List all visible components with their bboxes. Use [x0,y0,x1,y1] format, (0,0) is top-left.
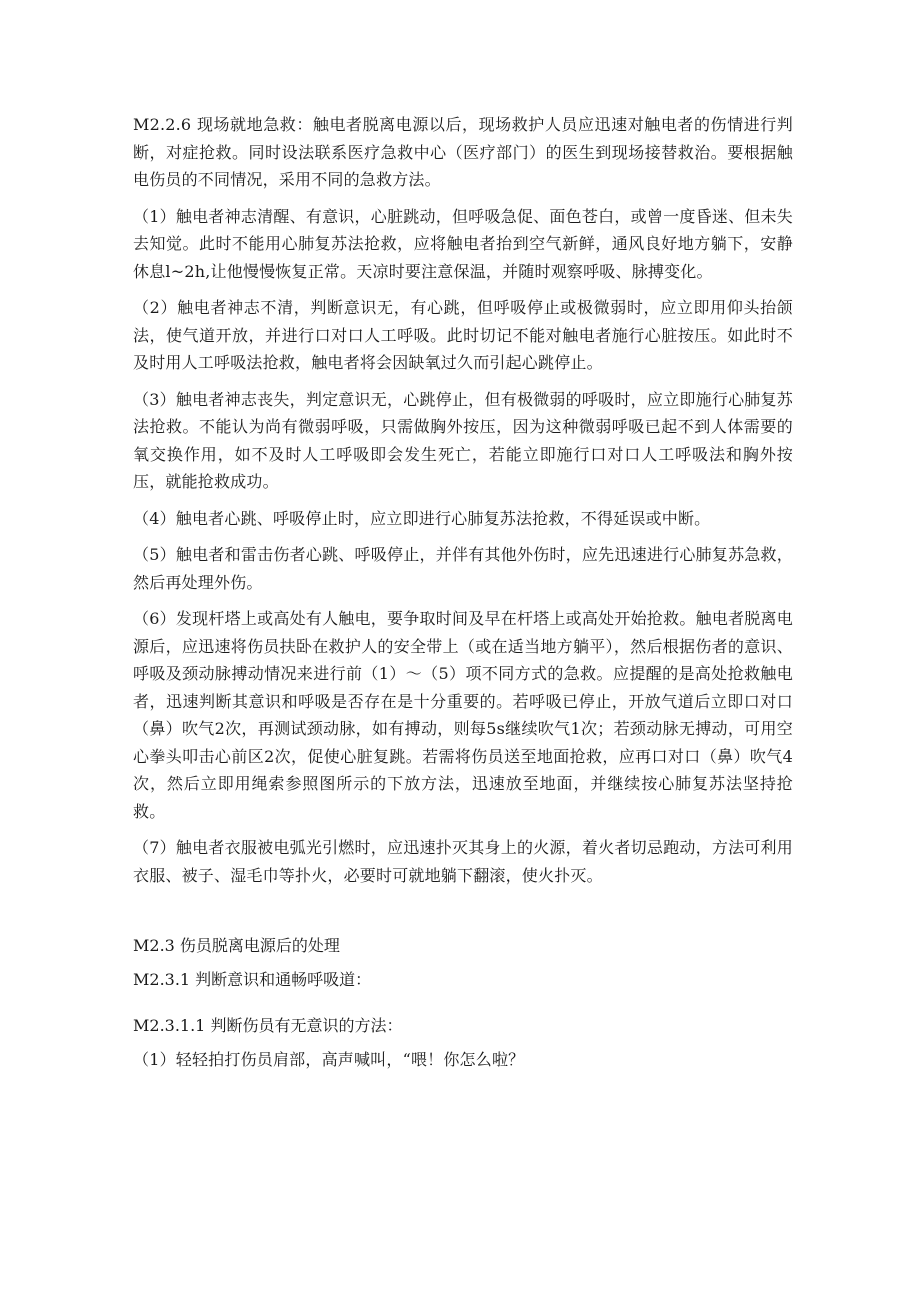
document-page [133,111,793,1082]
list-item-5: （5）触电者和雷击伤者心跳、呼吸停止，并伴有其他外伤时，应先迅速进行心肺复苏急救，然后再处理外伤。 [133,545,793,592]
section-m231-heading: M2.3.1 判断意识和通畅呼吸道： [133,969,372,989]
section-m23-heading: M2.3 伤员脱离电源后的处理 [133,936,340,955]
section-m2311-heading: M2.3.1.1 判断伤员有无意识的方法： [133,1016,403,1035]
list-item-6: （6）发现杆塔上或高处有人触电，要争取时间及早在杆塔上或高处开始抢救。触电者脱离电源后，应迅速将伤员扶卧在救护人的安全带上（或在适当地方躺平），然后根据伤者的意识、呼吸及颈动脉搏动情况来进行前（1）～（5）项不同方式的急救。应提醒的是高处抢救触电者，迅速判断其意识和呼吸是否存在是十分重要的。若呼吸已停止，开放气道后立即口对口（鼻）吹气2次，再测试颈动脉，如有搏动，则每5s继续吹气1次；若颈动脉无搏动，可用空心拳头叩击心前区2次，促使心脏复跳。若需将伤员送至地面抢救，应再口对口（鼻）吹气4次，然后立即用绳索参照图所示的下放方法，迅速放至地面，并继续按心肺复苏法坚持抢救。 [133,609,793,821]
m2311-list-item-1: （1）轻轻拍打伤员肩部，高声喊叫，“喂！你怎么啦？ [133,1049,525,1069]
list-item-2: （2）触电者神志不清，判断意识无，有心跳，但呼吸停止或极微弱时，应立即用仰头抬颌法，使气道开放，并进行口对口人工呼吸。此时切记不能对触电者施行心脏按压。如此时不及时用人工呼吸法抢救，触电者将会因缺氧过久而引起心跳停止。 [133,298,793,372]
list-item-4: （4）触电者心跳、呼吸停止时，应立即进行心肺复苏法抢救，不得延误或中断。 [133,508,711,528]
list-item-3: （3）触电者神志丧失，判定意识无，心跳停止，但有极微弱的呼吸时，应立即施行心肺复苏法抢救。不能认为尚有微弱呼吸，只需做胸外按压，因为这种微弱呼吸已起不到人体需要的氧交换作用，如不及时人工呼吸即会发生死亡，若能立即施行口对口人工呼吸法和胸外按压，就能抢救成功。 [133,389,793,491]
list-item-7: （7）触电者衣服被电弧光引燃时，应迅速扑灭其身上的火源，着火者切忌跑动，方法可利用衣服、被子、湿毛巾等扑火，必要时可就地躺下翻滚，使火扑灭。 [133,838,793,885]
section-spacer [133,898,793,932]
section-m226-intro: M2.2.6 现场就地急救：触电者脱离电源以后，现场救护人员应迅速对触电者的伤情进行判断，对症抢救。同时设法联系医疗急救中心（医疗部门）的医生到现场接替救治。要根据触电伤员的不同情况，采用不同的急救方法。 [133,115,793,189]
list-item-1: （1）触电者神志清醒、有意识，心脏跳动，但呼吸急促、面色苍白，或曾一度昏迷、但未失去知觉。此时不能用心肺复苏法抢救，应将触电者抬到空气新鲜，通风良好地方躺下，安静休息l~2h,让他慢慢恢复正常。天凉时要注意保温，并随时观察呼吸、脉搏变化。 [133,206,793,281]
